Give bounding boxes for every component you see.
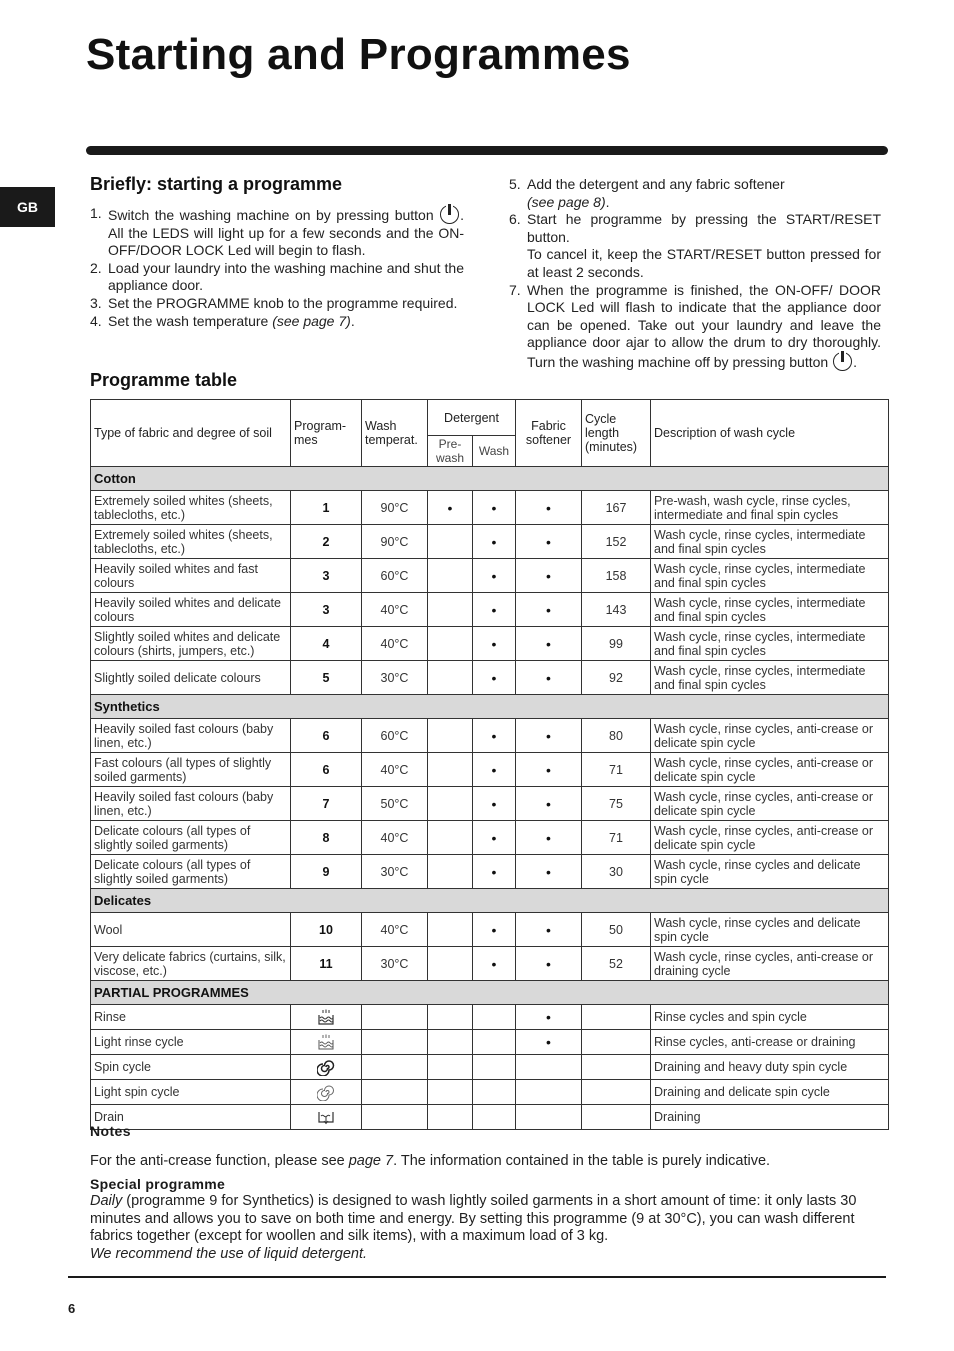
step-number: 3. — [90, 294, 102, 311]
temperature-cell: 40°C — [362, 753, 428, 787]
briefly-heading: Briefly: starting a programme — [90, 174, 343, 194]
table-row — [91, 491, 889, 525]
section-row — [91, 467, 889, 491]
cycle-length-cell: 99 — [582, 627, 651, 661]
temperature-cell: 40°C — [362, 913, 428, 947]
cycle-length-cell: 143 — [582, 593, 651, 627]
step-4 — [90, 313, 464, 331]
table-row — [91, 753, 889, 787]
softener-cell: • — [516, 947, 582, 981]
fabric-cell: Extremely soiled whites (sheets, tablecloths, etc.) — [91, 525, 291, 559]
description-cell: Wash cycle, rinse cycles and delicate spin cycle — [651, 855, 889, 889]
section-title: Delicates — [91, 889, 889, 913]
col-cycle-header: Cycle length (minutes) — [582, 400, 651, 467]
special-programme-text: Daily (programme 9 for Synthetics) is designed to wash lightly soiled garments in a short amount of time: it only lasts 30 minutes and allows you to save on both time and energy. By setting this programme (9 at 30°C), you can wash different fabrics together (except for woollen and silk items), with a maximum load of 3 kg. We recommend the use of liquid detergent. — [90, 1193, 857, 1262]
table-row — [91, 661, 889, 695]
softener-cell: • — [516, 1005, 582, 1030]
description-cell: Pre-wash, wash cycle, rinse cycles, intermediate and final spin cycles — [651, 491, 889, 525]
table-row — [91, 1105, 889, 1130]
description-cell: Wash cycle, rinse cycles, intermediate and final spin cycles — [651, 559, 889, 593]
description-cell: Wash cycle, rinse cycles, intermediate and final spin cycles — [651, 627, 889, 661]
fabric-cell: Heavily soiled fast colours (baby linen, etc.) — [91, 787, 291, 821]
programme-number-cell: 11 — [291, 947, 362, 981]
section-title: PARTIAL PROGRAMMES — [91, 981, 889, 1005]
table-row — [91, 559, 889, 593]
table-row — [91, 913, 889, 947]
description-cell: Wash cycle, rinse cycles, anti-crease or delicate spin cycle — [651, 753, 889, 787]
wash-cell — [473, 1105, 516, 1130]
steps-right — [509, 176, 881, 372]
programme-number-cell: 4 — [291, 627, 362, 661]
wash-cell: • — [473, 627, 516, 661]
step-number: 7. — [509, 281, 521, 298]
wash-cell: • — [473, 947, 516, 981]
softener-cell: • — [516, 787, 582, 821]
prewash-cell — [428, 1080, 473, 1105]
programme-table — [90, 399, 889, 1130]
section-row — [91, 981, 889, 1005]
cycle-length-cell: 75 — [582, 787, 651, 821]
softener-cell: • — [516, 719, 582, 753]
description-cell: Draining — [651, 1105, 889, 1130]
cycle-length-cell: 158 — [582, 559, 651, 593]
description-cell: Wash cycle, rinse cycles, anti-crease or draining cycle — [651, 947, 889, 981]
temperature-cell — [362, 1055, 428, 1080]
programme-number-cell: 3 — [291, 559, 362, 593]
language-tab: GB — [0, 187, 55, 227]
fabric-cell: Spin cycle — [91, 1055, 291, 1080]
wash-cell: • — [473, 913, 516, 947]
fabric-cell: Slightly soiled whites and delicate colours (shirts, jumpers, etc.) — [91, 627, 291, 661]
prewash-cell — [428, 1030, 473, 1055]
softener-cell: • — [516, 821, 582, 855]
programme-symbol-cell — [291, 1005, 362, 1030]
step-text: Start he programme by pressing the START/RESET button. To cancel it, keep the START/RESET button pressed for at least 2 seconds. — [527, 211, 881, 280]
programme-symbol-cell — [291, 1030, 362, 1055]
notes-heading: Notes — [90, 1123, 131, 1139]
step-text: Set the wash temperature (see page 7). — [108, 312, 355, 329]
step-3 — [90, 295, 464, 313]
prewash-cell — [428, 821, 473, 855]
cycle-length-cell: 152 — [582, 525, 651, 559]
title-rule — [86, 146, 888, 155]
wash-cell — [473, 1080, 516, 1105]
description-cell: Draining and heavy duty spin cycle — [651, 1055, 889, 1080]
programme-number-cell: 1 — [291, 491, 362, 525]
fabric-cell: Light spin cycle — [91, 1080, 291, 1105]
description-cell: Wash cycle, rinse cycles, anti-crease or delicate spin cycle — [651, 787, 889, 821]
fabric-cell: Heavily soiled whites and delicate colours — [91, 593, 291, 627]
table-row — [91, 1005, 889, 1030]
light-rinse-icon — [317, 1034, 335, 1048]
prewash-cell — [428, 559, 473, 593]
step-number: 2. — [90, 259, 102, 276]
power-icon — [440, 205, 459, 224]
temperature-cell — [362, 1030, 428, 1055]
fabric-cell: Heavily soiled whites and fast colours — [91, 559, 291, 593]
fabric-cell: Drain — [91, 1105, 291, 1130]
fabric-cell: Slightly soiled delicate colours — [91, 661, 291, 695]
wash-cell — [473, 1005, 516, 1030]
table-row — [91, 593, 889, 627]
programme-number-cell: 8 — [291, 821, 362, 855]
wash-cell: • — [473, 593, 516, 627]
wash-cell: • — [473, 525, 516, 559]
softener-cell: • — [516, 661, 582, 695]
programme-number-cell: 9 — [291, 855, 362, 889]
softener-cell — [516, 1055, 582, 1080]
prewash-cell — [428, 593, 473, 627]
prewash-cell — [428, 947, 473, 981]
temperature-cell: 30°C — [362, 661, 428, 695]
col-description-header: Description of wash cycle — [651, 400, 889, 467]
prewash-cell — [428, 855, 473, 889]
cycle-length-cell: 71 — [582, 753, 651, 787]
programme-number-cell: 2 — [291, 525, 362, 559]
special-programme-heading: Special programme — [90, 1176, 226, 1192]
bottom-rule — [68, 1276, 886, 1278]
description-cell: Rinse cycles, anti-crease or draining — [651, 1030, 889, 1055]
col-temperature-header: Wash temperat. — [362, 400, 428, 467]
temperature-cell: 60°C — [362, 559, 428, 593]
table-row — [91, 947, 889, 981]
table-row — [91, 525, 889, 559]
fabric-cell: Extremely soiled whites (sheets, tablecloths, etc.) — [91, 491, 291, 525]
programme-number-cell: 6 — [291, 753, 362, 787]
temperature-cell: 40°C — [362, 627, 428, 661]
cycle-length-cell — [582, 1080, 651, 1105]
table-row — [91, 1080, 889, 1105]
temperature-cell — [362, 1105, 428, 1130]
col-softener-header: Fabric softener — [516, 400, 582, 467]
cycle-length-cell — [582, 1055, 651, 1080]
fabric-cell: Delicate colours (all types of slightly soiled garments) — [91, 855, 291, 889]
steps-left — [90, 205, 464, 330]
cycle-length-cell: 52 — [582, 947, 651, 981]
temperature-cell: 50°C — [362, 787, 428, 821]
col-wash-header: Wash — [473, 436, 516, 467]
temperature-cell — [362, 1005, 428, 1030]
programme-symbol-cell — [291, 1105, 362, 1130]
programme-symbol-cell — [291, 1080, 362, 1105]
prewash-cell — [428, 1105, 473, 1130]
recommendation-text: We recommend the use of liquid detergent. — [90, 1245, 368, 1262]
wash-cell: • — [473, 855, 516, 889]
table-row — [91, 821, 889, 855]
description-cell: Wash cycle, rinse cycles, intermediate and final spin cycles — [651, 525, 889, 559]
description-cell: Wash cycle, rinse cycles, intermediate and final spin cycles — [651, 593, 889, 627]
step-1 — [90, 205, 464, 260]
section-row — [91, 889, 889, 913]
prewash-cell — [428, 1005, 473, 1030]
step-number: 1. — [90, 205, 102, 221]
wash-cell: • — [473, 821, 516, 855]
step-text: Switch the washing machine on by pressing button . All the LEDS will light up for a few seconds and the ON-OFF/DOOR LOCK Led will begin to flash. — [108, 207, 464, 259]
prewash-cell — [428, 913, 473, 947]
programme-number-cell: 3 — [291, 593, 362, 627]
temperature-cell: 90°C — [362, 491, 428, 525]
programme-table-heading: Programme table — [90, 370, 238, 390]
temperature-cell: 30°C — [362, 855, 428, 889]
softener-cell — [516, 1105, 582, 1130]
cycle-length-cell: 50 — [582, 913, 651, 947]
temperature-cell — [362, 1080, 428, 1105]
table-row — [91, 719, 889, 753]
cycle-length-cell — [582, 1105, 651, 1130]
step-6 — [509, 211, 881, 281]
wash-cell: • — [473, 753, 516, 787]
temperature-cell: 40°C — [362, 821, 428, 855]
prewash-cell — [428, 787, 473, 821]
softener-cell: • — [516, 593, 582, 627]
temperature-cell: 60°C — [362, 719, 428, 753]
rinse-icon — [317, 1009, 335, 1023]
softener-cell — [516, 1080, 582, 1105]
col-fabric-header: Type of fabric and degree of soil — [91, 400, 291, 467]
programme-symbol-cell — [291, 1055, 362, 1080]
cycle-length-cell — [582, 1005, 651, 1030]
description-cell: Rinse cycles and spin cycle — [651, 1005, 889, 1030]
programme-number-cell: 6 — [291, 719, 362, 753]
temperature-cell: 30°C — [362, 947, 428, 981]
softener-cell: • — [516, 1030, 582, 1055]
wash-cell: • — [473, 661, 516, 695]
step-number: 6. — [509, 211, 521, 228]
fabric-cell: Heavily soiled fast colours (baby linen, etc.) — [91, 719, 291, 753]
temperature-cell: 40°C — [362, 593, 428, 627]
softener-cell: • — [516, 753, 582, 787]
table-row — [91, 1030, 889, 1055]
softener-cell: • — [516, 491, 582, 525]
programme-number-cell: 7 — [291, 787, 362, 821]
wash-cell: • — [473, 491, 516, 525]
programme-number-cell: 5 — [291, 661, 362, 695]
spin-icon — [317, 1059, 335, 1073]
table-row — [91, 787, 889, 821]
description-cell: Wash cycle, rinse cycles and delicate spin cycle — [651, 913, 889, 947]
col-prewash-header: Pre- wash — [428, 436, 473, 467]
step-text: When the programme is finished, the ON-OFF/ DOOR LOCK Led will flash to indicate that the appliance door can be opened. Take out your laundry and leave the appliance door ajar to allow the drum to dry thoroughly. Turn the washing machine off by pressing button . — [527, 281, 881, 370]
step-number: 5. — [509, 176, 521, 192]
section-title: Cotton — [91, 467, 889, 491]
description-cell: Wash cycle, rinse cycles, intermediate and final spin cycles — [651, 661, 889, 695]
programme-number-cell: 10 — [291, 913, 362, 947]
step-7 — [509, 282, 881, 372]
cycle-length-cell — [582, 1030, 651, 1055]
page-number: 6 — [68, 1301, 76, 1316]
fabric-cell: Wool — [91, 913, 291, 947]
cycle-length-cell: 71 — [582, 821, 651, 855]
description-cell: Wash cycle, rinse cycles, anti-crease or delicate spin cycle — [651, 719, 889, 753]
wash-cell: • — [473, 787, 516, 821]
prewash-cell — [428, 719, 473, 753]
prewash-cell — [428, 525, 473, 559]
softener-cell: • — [516, 913, 582, 947]
description-cell: Draining and delicate spin cycle — [651, 1080, 889, 1105]
table-row — [91, 1055, 889, 1080]
fabric-cell: Fast colours (all types of slightly soiled garments) — [91, 753, 291, 787]
table-row — [91, 855, 889, 889]
power-icon — [833, 352, 852, 371]
drain-icon — [317, 1109, 335, 1123]
section-row — [91, 695, 889, 719]
cycle-length-cell: 92 — [582, 661, 651, 695]
cycle-length-cell: 80 — [582, 719, 651, 753]
step-text: Load your laundry into the washing machine and shut the appliance door. — [108, 259, 464, 294]
prewash-cell — [428, 1055, 473, 1080]
wash-cell: • — [473, 719, 516, 753]
prewash-cell — [428, 627, 473, 661]
prewash-cell — [428, 753, 473, 787]
temperature-cell: 90°C — [362, 525, 428, 559]
notes-text: For the anti-crease function, please see page 7. The information contained in the table is purely indicative. — [90, 1153, 771, 1169]
col-detergent-header: Detergent — [428, 400, 516, 436]
softener-cell: • — [516, 525, 582, 559]
prewash-cell — [428, 661, 473, 695]
cycle-length-cell: 167 — [582, 491, 651, 525]
col-programmes-header: Program- mes — [291, 400, 362, 467]
wash-cell — [473, 1055, 516, 1080]
softener-cell: • — [516, 627, 582, 661]
description-cell: Wash cycle, rinse cycles, anti-crease or delicate spin cycle — [651, 821, 889, 855]
step-text: Add the detergent and any fabric softener (see page 8). — [527, 176, 785, 210]
fabric-cell: Rinse — [91, 1005, 291, 1030]
prewash-cell: • — [428, 491, 473, 525]
page-title: Starting and Programmes — [86, 30, 631, 79]
wash-cell — [473, 1030, 516, 1055]
step-5 — [509, 176, 881, 211]
step-text: Set the PROGRAMME knob to the programme required. — [108, 294, 458, 311]
table-row — [91, 627, 889, 661]
cycle-length-cell: 30 — [582, 855, 651, 889]
fabric-cell: Very delicate fabrics (curtains, silk, viscose, etc.) — [91, 947, 291, 981]
softener-cell: • — [516, 855, 582, 889]
step-2 — [90, 260, 464, 295]
fabric-cell: Delicate colours (all types of slightly soiled garments) — [91, 821, 291, 855]
fabric-cell: Light rinse cycle — [91, 1030, 291, 1055]
section-title: Synthetics — [91, 695, 889, 719]
wash-cell: • — [473, 559, 516, 593]
softener-cell: • — [516, 559, 582, 593]
light-spin-icon — [317, 1084, 335, 1098]
step-number: 4. — [90, 312, 102, 329]
